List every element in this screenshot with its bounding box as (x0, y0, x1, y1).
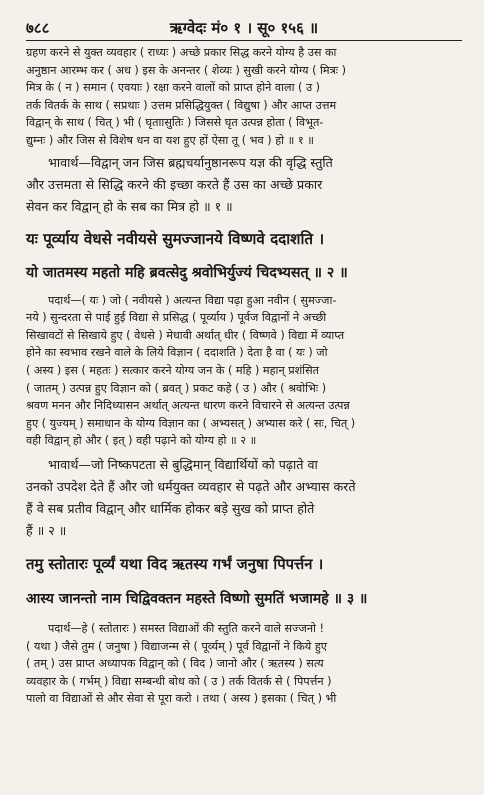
page-number: ७८८ (26, 19, 50, 37)
text-line: श्रवण मनन और निदिध्यासन अर्थात् अत्यन्त धारण करने विचारने से अत्यन्त उत्पन्न (26, 399, 350, 413)
text-line: द्युम्नः ) और जिस से विशेष धन वा यश हुए हों ऐसा तू ( भव ) हो ॥ १ ॥ (26, 133, 314, 147)
text-line: ( जातम् ) उत्पन्न हुए विज्ञान को ( ब्रवत् ) प्रकट कहे ( उ ) और ( श्रवोभिः ) (26, 381, 327, 395)
padarth-3 (26, 620, 462, 708)
text-line: हैं वे सब प्रतीव विद्वान् और धार्मिक होकर बड़े सुख को प्राप्त होते (26, 500, 315, 516)
padarth-continuation (26, 44, 462, 150)
text-line: सेवन कर विद्वान् हो के सब का मित्र हो ॥ १ ॥ (26, 198, 233, 214)
padarth-2 (26, 292, 462, 450)
text-line: ( अस्य ) इस ( महतः ) सत्कार करने योग्य जन के ( महि ) महान् प्रशंसित (26, 363, 320, 377)
bhavarth-1 (26, 152, 462, 218)
text-line: ग्रहण करने से युक्त व्यवहार ( राध्यः ) अच्छे प्रकार सिद्ध करने योग्य है उस का (26, 46, 337, 59)
text-line: होने का स्वभाव रखने वाले के लिये विज्ञान ( ददाशति ) देता है वा ( यः ) जो (26, 346, 328, 360)
mantra-line: यो जातमस्य महतो महि ब्रवत्सेदु श्रवोभिर्युज्यं चिदभ्यसत् ॥ २ ॥ (26, 264, 348, 281)
text-line: हैं ॥ २ ॥ (26, 522, 67, 538)
text-line: उनको उपदेश देते हैं और जो धर्मयुक्त व्यवहार से पढ़ते और अभ्यास करते (26, 478, 356, 494)
text-line: ( तम् ) उस प्राप्त अध्यापक विद्वान् को ( विद ) जानो और ( ऋतस्य ) सत्य (26, 657, 324, 671)
text-line: हुए ( युज्यम् ) समाधान के योग्य विज्ञान का ( अभ्यसत् ) अभ्यास करे ( सः, चित् ) (26, 416, 356, 430)
header-rule (26, 40, 462, 41)
mantra-line: तमु स्तोतारः पूर्व्यं यथा विद ऋतस्य गर्भं जनुषा पिपर्त्तन । (26, 555, 324, 573)
running-title: ऋग्वेदः मं० १ । सू० १५६ ॥ (169, 19, 319, 37)
text-line: भावार्थ—विद्वान् जन जिस ब्रह्मचर्यानुष्ठानरूप यज्ञ की वृद्धि स्तुति (48, 154, 333, 170)
page-header (26, 14, 462, 44)
text-line: तर्क वितर्क के साथ ( सप्रथाः ) उत्तम प्रसिद्धियुक्त ( विद्युषा ) और आप्त उत्तम (26, 98, 337, 112)
text-line: सिखावटों से सिखाये हुए ( वेधसे ) मेधावी अर्थात् धीर ( विष्णवे ) विद्या में व्याप्त (26, 328, 345, 342)
text-line: ( यथा ) जैसे तुम ( जनुषा ) विद्याजन्म से ( पूर्व्यम् ) पूर्व विद्वानों ने किये हुए (26, 639, 327, 653)
text-line: अनुष्ठान आरम्भ कर ( अध ) इस के अनन्तर ( शेव्यः ) सुखी करने योग्य ( मित्रः ) (26, 63, 346, 77)
text-line: पदार्थ—( यः ) जो ( नवीयसे ) अत्यन्त विद्या पढ़ा हुआ नवीन ( सुमज्जा- (48, 293, 337, 307)
mantra-line: आस्य जानन्तो नाम चिद्विवक्तन महस्ते विष्णो सुमतिं भजामहे ॥ ३ ॥ (26, 590, 368, 607)
text-line: विद्वान् के साथ ( चित् ) भी ( घृताासुतिः ) जिससे घृत उत्पन्न होता ( विभूत- (26, 116, 324, 130)
bhavarth-2 (26, 454, 462, 542)
text-line: वही विद्वान् हो और ( इत् ) वही पढ़ाने को योग्य हो ॥ २ ॥ (26, 434, 257, 448)
text-line: पालो वा विद्याओं से और सेवा से पूरा करो । तथा ( अस्य ) इसका ( चित् ) भी (26, 692, 337, 706)
mantra-2 (26, 222, 462, 290)
mantra-3 (26, 548, 462, 616)
text-line: पदार्थ—हे ( स्तोतारः ) समस्त विद्याओं की स्तुति करने वाले सज्जनो ! (48, 621, 324, 635)
text-line: और उत्तमता से सिद्धि करने की इच्छा करते हैं उस का अच्छे प्रकार (26, 176, 323, 192)
text-line: भावार्थ—जो निष्कपटता से बुद्धिमान् विद्यार्थियों को पढ़ाते वा (48, 456, 318, 472)
text-line: व्यवहार के ( गर्भम् ) विद्या सम्बन्धी बोध को ( उ ) तर्क वितर्क से ( पिपर्त्तन ) (26, 674, 332, 688)
mantra-line: यः पूर्व्याय वेधसे नवीयसे सुमज्जानये विष्णवे ददाशति । (26, 229, 325, 248)
text-line: नये ) सुन्दरता से पाई हुई विद्या से प्रसिद्ध ( पूर्व्याय ) पूर्वज विद्वानों ने अच्छी (26, 311, 327, 325)
text-line: मित्र के ( न ) समान ( एवयाः ) रक्षा करने वालों को प्राप्त होने वाला ( उ ) (26, 81, 321, 95)
